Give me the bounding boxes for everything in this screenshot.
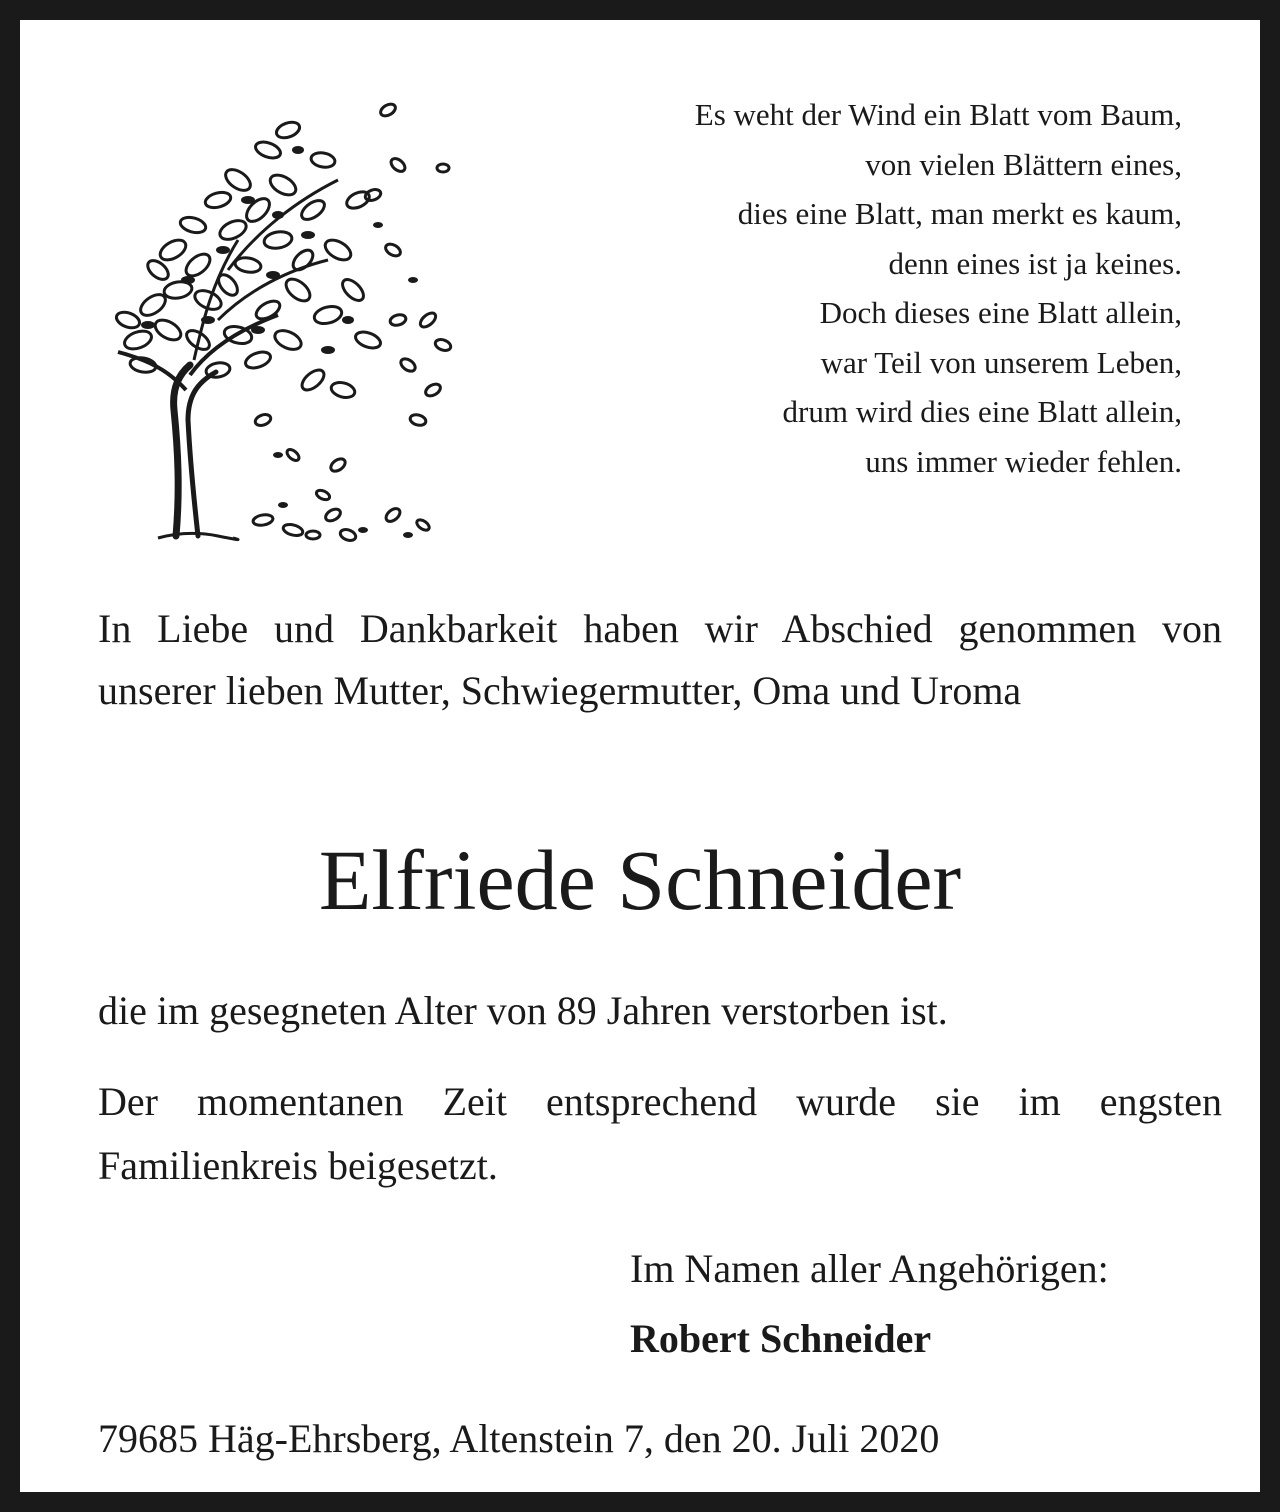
poem-line: denn eines ist ja keines. xyxy=(888,245,1182,281)
deceased-name: Elfriede Schneider xyxy=(318,832,962,928)
on-behalf-line: Im Namen aller Angehörigen: xyxy=(630,1246,1109,1291)
poem-line: uns immer wieder fehlen. xyxy=(865,443,1182,479)
poem-line: Doch dieses eine Blatt allein, xyxy=(819,295,1182,330)
intro-paragraph: In Liebe und Dankbarkeit haben wir Abschied genommen von unserer lieben Mutter, Schwiegermutter, Oma und Uroma xyxy=(98,606,1222,713)
poem-line: dies eine Blatt, man merkt es kaum, xyxy=(737,196,1182,231)
address-date-line: 79685 Häg-Ehrsberg, Altenstein 7, den 20. Juli 2020 xyxy=(98,1416,940,1461)
burial-paragraph: Der momentanen Zeit entsprechend wurde sie im engsten Familienkreis beigesetzt. xyxy=(98,1079,1222,1188)
poem-line: von vielen Blättern eines, xyxy=(865,146,1182,182)
poem-line: drum wird dies eine Blatt allein, xyxy=(782,394,1182,429)
poem-line: Es weht der Wind ein Blatt vom Baum, xyxy=(694,97,1182,132)
signer-name: Robert Schneider xyxy=(630,1316,932,1361)
poem-line: war Teil von unserem Leben, xyxy=(820,344,1182,380)
windblown-tree-icon xyxy=(98,90,468,550)
poem xyxy=(562,90,1182,486)
age-line: die im gesegneten Alter von 89 Jahren verstorben ist. xyxy=(98,988,948,1033)
